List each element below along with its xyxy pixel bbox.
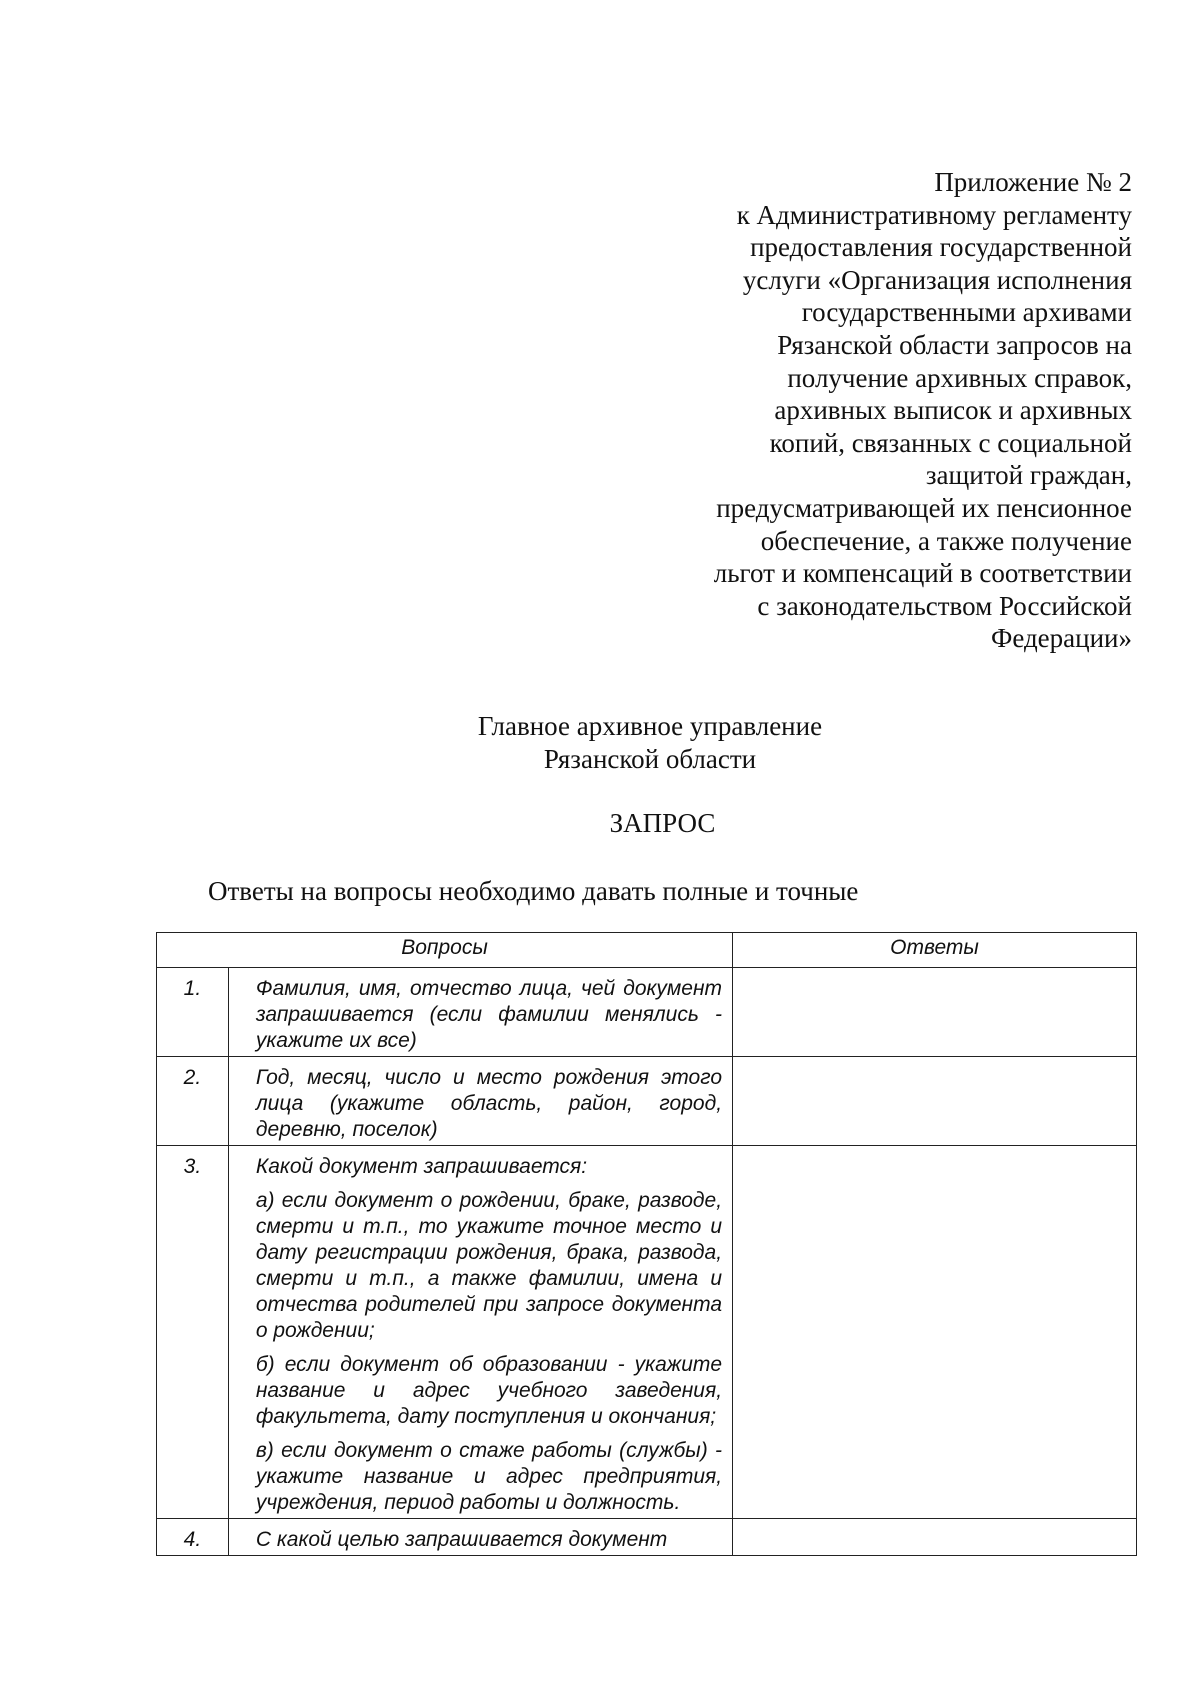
question-subitem-b: б) если документ об образовании - укажите название и адрес учебного заведения, факультета, дату поступления и окончания; <box>255 1353 723 1428</box>
appendix-line: защитой граждан, <box>925 460 1132 491</box>
appendix-line: Рязанской области запросов на <box>777 329 1132 360</box>
organization-name <box>0 710 1200 776</box>
appendix-line: к Административному регламенту <box>736 199 1132 230</box>
appendix-reference <box>662 166 1132 655</box>
appendix-line: Федерации» <box>990 623 1132 654</box>
instruction-text: Ответы на вопросы необходимо давать полные и точные <box>208 876 859 906</box>
question-text: Какой документ запрашивается: <box>255 1155 588 1178</box>
appendix-line: с законодательством Российской <box>757 590 1132 621</box>
answer-cell[interactable] <box>733 1057 1137 1146</box>
questions-header: Вопросы <box>157 933 733 968</box>
appendix-line: льгот и компенсаций в соответствии <box>713 558 1132 589</box>
answers-header: Ответы <box>733 933 1137 968</box>
row-number: 1. <box>157 968 229 1057</box>
question-subitem-a: а) если документ о рождении, браке, разводе, смерти и т.п., то укажите точное место и дату регистрации рождения, брака, развода, смерти и т.п., а также фамилии, имена и отчества родителей при запросе документа о рождении; <box>255 1189 723 1342</box>
appendix-line: государственными архивами <box>801 297 1132 328</box>
table-row <box>157 968 1137 1057</box>
appendix-line: предусматривающей их пенсионное <box>716 492 1132 523</box>
answer-cell[interactable] <box>733 1519 1137 1556</box>
appendix-line: архивных выписок и архивных <box>774 395 1132 426</box>
answer-cell[interactable] <box>733 968 1137 1057</box>
table-row <box>157 1057 1137 1146</box>
row-number: 4. <box>157 1519 229 1556</box>
table-row <box>157 1519 1137 1556</box>
appendix-line: Приложение № 2 <box>934 167 1132 197</box>
organization-line-1: Главное архивное управление <box>477 711 823 741</box>
table-row <box>157 1146 1137 1519</box>
question-cell <box>228 1519 732 1556</box>
appendix-line: предоставления государственной <box>750 232 1132 263</box>
organization-line-2: Рязанской области <box>543 744 757 774</box>
appendix-line: получение архивных справок, <box>787 362 1132 393</box>
table-header-row <box>157 933 1137 968</box>
question-cell <box>228 968 732 1057</box>
question-subitem-c: в) если документ о стаже работы (службы) - укажите название и адрес предприятия, учреждения, период работы и должность. <box>255 1439 723 1514</box>
question-text: С какой целью запрашивается документ <box>255 1528 668 1551</box>
row-number: 3. <box>157 1146 229 1519</box>
answer-cell[interactable] <box>733 1146 1137 1519</box>
row-number: 2. <box>157 1057 229 1146</box>
appendix-line: копий, связанных с социальной <box>769 427 1132 458</box>
appendix-line: обеспечение, а также получение <box>760 525 1132 556</box>
question-text: Год, месяц, число и место рождения этого лица (укажите область, район, город, деревню, поселок) <box>255 1066 723 1141</box>
document-title: ЗАПРОС <box>609 808 716 838</box>
question-cell <box>228 1146 732 1519</box>
question-text: Фамилия, имя, отчество лица, чей документ запрашивается (если фамилии менялись - укажите их все) <box>255 977 723 1052</box>
request-form-table <box>156 932 1137 1556</box>
question-cell <box>228 1057 732 1146</box>
appendix-line: услуги «Организация исполнения <box>742 264 1132 295</box>
